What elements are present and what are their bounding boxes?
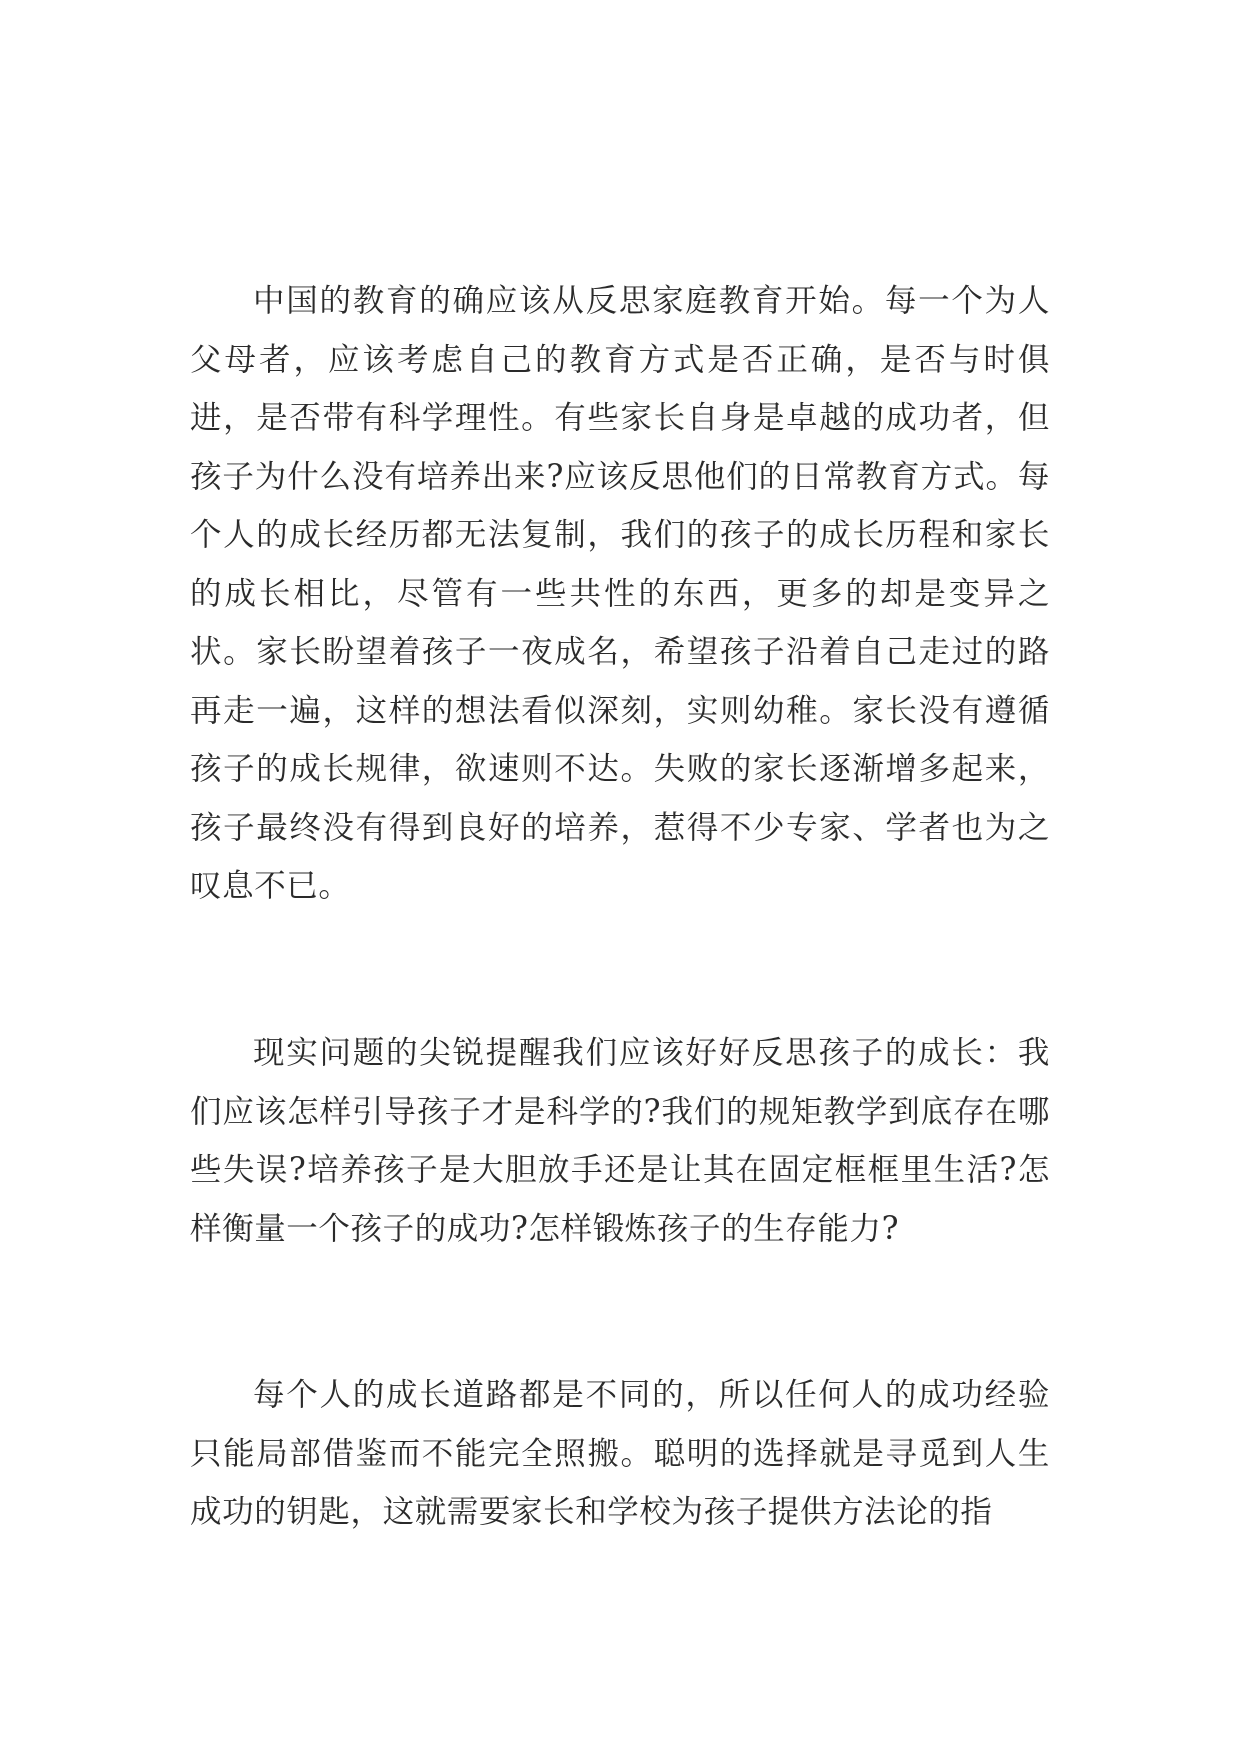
paragraph-reflection-questions: 现实问题的尖锐提醒我们应该好好反思孩子的成长：我们应该怎样引导孩子才是科学的?我们的规矩教学到底存在哪些失误?培养孩子是大胆放手还是让其在固定框框里生活?怎样衡量一个孩子的成功?怎样锻炼孩子的生存能力? [190, 1035, 1050, 1247]
paragraph-growth-path: 每个人的成长道路都是不同的，所以任何人的成功经验只能局部借鉴而不能完全照搬。聪明的选择就是寻觅到人生成功的钥匙，这就需要家长和学校为孩子提供方法论的指 [190, 1377, 1050, 1530]
paragraph-family-education: 中国的教育的确应该从反思家庭教育开始。每一个为人父母者，应该考虑自己的教育方式是否正确，是否与时俱进，是否带有科学理性。有些家长自身是卓越的成功者，但孩子为什么没有培养出来?应该反思他们的日常教育方式。每个人的成长经历都无法复制，我们的孩子的成长历程和家长的成长相比，尽管有一些共性的东西，更多的却是变异之状。家长盼望着孩子一夜成名，希望孩子沿着自己走过的路再走一遍，这样的想法看似深刻，实则幼稚。家长没有遵循孩子的成长规律，欲速则不达。失败的家长逐渐增多起来，孩子最终没有得到良好的培养，惹得不少专家、学者也为之叹息不已。 [190, 283, 1050, 904]
